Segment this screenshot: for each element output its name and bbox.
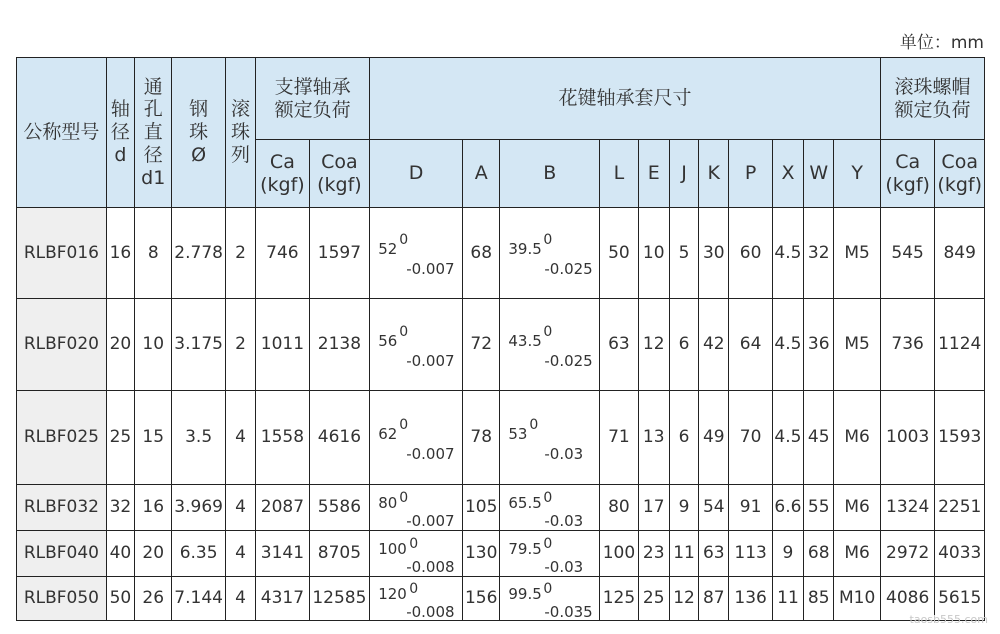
cell-nut_coa: 1124 bbox=[935, 299, 985, 391]
cell-d1: 26 bbox=[135, 577, 172, 621]
cell-coa: 5586 bbox=[309, 485, 370, 531]
cell-D-upper-tolerance: 0 bbox=[399, 323, 409, 340]
cell-B bbox=[500, 531, 600, 577]
cell-D-lower-tolerance: -0.008 bbox=[406, 557, 455, 576]
cell-X: 11 bbox=[772, 577, 803, 621]
table-row bbox=[17, 208, 985, 299]
cell-B-value: 99.5 bbox=[508, 584, 542, 603]
cell-L: 125 bbox=[600, 577, 638, 621]
header-nut-ca: Ca (kgf) bbox=[880, 140, 934, 208]
cell-nut_coa: 2251 bbox=[935, 485, 985, 531]
cell-B bbox=[500, 299, 600, 391]
cell-D-upper-tolerance: 0 bbox=[409, 535, 419, 552]
header-steel-ball: 钢 珠 Ø bbox=[172, 58, 225, 208]
cell-ca: 1011 bbox=[256, 299, 309, 391]
cell-X: 4.5 bbox=[772, 391, 803, 485]
cell-d1: 16 bbox=[135, 485, 172, 531]
header-B: B bbox=[500, 140, 600, 208]
cell-coa: 2138 bbox=[309, 299, 370, 391]
cell-nut_ca: 4086 bbox=[880, 577, 934, 621]
cell-W: 68 bbox=[804, 531, 834, 577]
cell-D-lower-tolerance: -0.007 bbox=[406, 351, 455, 370]
header-support-ca: Ca (kgf) bbox=[256, 140, 309, 208]
cell-B-value: 53 bbox=[508, 424, 528, 443]
cell-B bbox=[500, 391, 600, 485]
table-row bbox=[17, 531, 985, 577]
cell-A: 78 bbox=[463, 391, 500, 485]
cell-B bbox=[500, 485, 600, 531]
cell-d: 32 bbox=[106, 485, 134, 531]
cell-ball: 3.5 bbox=[172, 391, 225, 485]
cell-A: 156 bbox=[463, 577, 500, 621]
cell-X: 9 bbox=[772, 531, 803, 577]
cell-nut_ca: 1003 bbox=[880, 391, 934, 485]
cell-L: 80 bbox=[600, 485, 638, 531]
cell-P: 136 bbox=[729, 577, 772, 621]
cell-P: 113 bbox=[729, 531, 772, 577]
cell-D-value: 56 bbox=[378, 331, 398, 350]
cell-B-value: 43.5 bbox=[508, 331, 542, 350]
cell-ball: 3.969 bbox=[172, 485, 225, 531]
cell-d1: 8 bbox=[135, 208, 172, 299]
cell-B-lower-tolerance: -0.025 bbox=[544, 351, 593, 370]
cell-L: 50 bbox=[600, 208, 638, 299]
cell-d1: 15 bbox=[135, 391, 172, 485]
cell-J: 9 bbox=[669, 485, 698, 531]
header-support-coa: Coa (kgf) bbox=[309, 140, 370, 208]
cell-D-value: 52 bbox=[378, 240, 398, 258]
cell-K: 87 bbox=[699, 577, 729, 621]
table-row bbox=[17, 299, 985, 391]
cell-model: RLBF025 bbox=[17, 391, 107, 485]
table-row bbox=[17, 485, 985, 531]
unit-label: 单位：mm bbox=[899, 33, 984, 53]
cell-A: 105 bbox=[463, 485, 500, 531]
cell-model: RLBF016 bbox=[17, 208, 107, 299]
cell-W: 55 bbox=[804, 485, 834, 531]
cell-coa: 12585 bbox=[309, 577, 370, 621]
header-L: L bbox=[600, 140, 638, 208]
cell-d1: 20 bbox=[135, 531, 172, 577]
cell-B-lower-tolerance: -0.03 bbox=[544, 444, 584, 463]
cell-D-value: 62 bbox=[378, 424, 398, 443]
header-E: E bbox=[638, 140, 669, 208]
cell-nut_ca: 545 bbox=[880, 208, 934, 299]
header-support-bearing-load: 支撑轴承 额定负荷 bbox=[256, 58, 370, 140]
cell-D bbox=[370, 208, 463, 299]
cell-ca: 2087 bbox=[256, 485, 309, 531]
cell-B-value: 65.5 bbox=[508, 493, 542, 512]
cell-coa: 8705 bbox=[309, 531, 370, 577]
cell-A: 72 bbox=[463, 299, 500, 391]
cell-D-value: 80 bbox=[378, 493, 398, 512]
cell-B bbox=[500, 577, 600, 621]
cell-E: 23 bbox=[638, 531, 669, 577]
cell-E: 13 bbox=[638, 391, 669, 485]
header-P: P bbox=[729, 140, 772, 208]
cell-model: RLBF020 bbox=[17, 299, 107, 391]
cell-model: RLBF032 bbox=[17, 485, 107, 531]
cell-P: 60 bbox=[729, 208, 772, 299]
header-Y: Y bbox=[834, 140, 881, 208]
cell-B-value: 39.5 bbox=[508, 240, 542, 258]
cell-A: 68 bbox=[463, 208, 500, 299]
cell-B-lower-tolerance: -0.03 bbox=[544, 511, 584, 530]
cell-n: 2 bbox=[225, 208, 255, 299]
cell-W: 45 bbox=[804, 391, 834, 485]
cell-B-upper-tolerance: 0 bbox=[543, 323, 553, 340]
cell-B-upper-tolerance: 0 bbox=[543, 580, 553, 597]
cell-K: 42 bbox=[699, 299, 729, 391]
cell-D bbox=[370, 577, 463, 621]
cell-d: 25 bbox=[106, 391, 134, 485]
cell-nut_coa: 849 bbox=[935, 208, 985, 299]
cell-ca: 746 bbox=[256, 208, 309, 299]
cell-nut_ca: 736 bbox=[880, 299, 934, 391]
cell-ball: 7.144 bbox=[172, 577, 225, 621]
cell-D-lower-tolerance: -0.007 bbox=[406, 260, 455, 278]
table-row bbox=[17, 577, 985, 621]
cell-X: 4.5 bbox=[772, 208, 803, 299]
cell-P: 70 bbox=[729, 391, 772, 485]
cell-Y: M6 bbox=[834, 485, 881, 531]
cell-B-upper-tolerance: 0 bbox=[543, 489, 553, 506]
cell-D-upper-tolerance: 0 bbox=[399, 232, 409, 248]
cell-ball: 6.35 bbox=[172, 531, 225, 577]
cell-B bbox=[500, 208, 600, 299]
cell-A: 130 bbox=[463, 531, 500, 577]
cell-W: 85 bbox=[804, 577, 834, 621]
cell-E: 17 bbox=[638, 485, 669, 531]
header-model: 公称型号 bbox=[17, 58, 107, 208]
header-shaft-diameter: 轴 径 d bbox=[106, 58, 134, 208]
header-J: J bbox=[669, 140, 698, 208]
cell-L: 100 bbox=[600, 531, 638, 577]
header-sleeve-dimensions: 花键轴承套尺寸 bbox=[370, 58, 881, 140]
cell-B-lower-tolerance: -0.03 bbox=[544, 557, 584, 576]
cell-D bbox=[370, 531, 463, 577]
cell-D bbox=[370, 485, 463, 531]
header-K: K bbox=[699, 140, 729, 208]
cell-ca: 3141 bbox=[256, 531, 309, 577]
cell-model: RLBF050 bbox=[17, 577, 107, 621]
cell-P: 64 bbox=[729, 299, 772, 391]
cell-d1: 10 bbox=[135, 299, 172, 391]
cell-n: 4 bbox=[225, 485, 255, 531]
cell-W: 36 bbox=[804, 299, 834, 391]
cell-d: 40 bbox=[106, 531, 134, 577]
cell-B-lower-tolerance: -0.025 bbox=[544, 260, 593, 278]
cell-coa: 4616 bbox=[309, 391, 370, 485]
cell-D-value: 120 bbox=[378, 584, 407, 603]
cell-D-upper-tolerance: 0 bbox=[399, 489, 409, 506]
cell-D-upper-tolerance: 0 bbox=[409, 580, 419, 597]
cell-D-value: 100 bbox=[378, 539, 407, 558]
cell-K: 49 bbox=[699, 391, 729, 485]
cell-E: 12 bbox=[638, 299, 669, 391]
cell-n: 4 bbox=[225, 577, 255, 621]
cell-D-lower-tolerance: -0.007 bbox=[406, 444, 455, 463]
spec-table bbox=[16, 57, 985, 621]
cell-D bbox=[370, 299, 463, 391]
cell-Y: M5 bbox=[834, 208, 881, 299]
cell-X: 6.6 bbox=[772, 485, 803, 531]
cell-Y: M5 bbox=[834, 299, 881, 391]
cell-n: 4 bbox=[225, 391, 255, 485]
cell-Y: M6 bbox=[834, 531, 881, 577]
cell-nut_coa: 4033 bbox=[935, 531, 985, 577]
table-row bbox=[17, 391, 985, 485]
cell-nut_coa: 1593 bbox=[935, 391, 985, 485]
cell-K: 63 bbox=[699, 531, 729, 577]
header-nut-coa: Coa (kgf) bbox=[935, 140, 985, 208]
cell-ca: 1558 bbox=[256, 391, 309, 485]
cell-X: 4.5 bbox=[772, 299, 803, 391]
cell-K: 30 bbox=[699, 208, 729, 299]
cell-J: 12 bbox=[669, 577, 698, 621]
cell-ball: 2.778 bbox=[172, 208, 225, 299]
header-A: A bbox=[463, 140, 500, 208]
cell-B-upper-tolerance: 0 bbox=[543, 535, 553, 552]
cell-E: 10 bbox=[638, 208, 669, 299]
cell-nut_coa: 5615 bbox=[935, 577, 985, 621]
cell-nut_ca: 1324 bbox=[880, 485, 934, 531]
cell-J: 6 bbox=[669, 391, 698, 485]
cell-ca: 4317 bbox=[256, 577, 309, 621]
header-W: W bbox=[804, 140, 834, 208]
cell-d: 16 bbox=[106, 208, 134, 299]
cell-D bbox=[370, 391, 463, 485]
cell-nut_ca: 2972 bbox=[880, 531, 934, 577]
cell-d: 20 bbox=[106, 299, 134, 391]
header-bore-diameter: 通 孔 直 径 d1 bbox=[135, 58, 172, 208]
cell-n: 4 bbox=[225, 531, 255, 577]
watermark-text: taosb555.com bbox=[909, 613, 988, 626]
cell-J: 5 bbox=[669, 208, 698, 299]
cell-B-upper-tolerance: 0 bbox=[529, 416, 539, 433]
cell-J: 6 bbox=[669, 299, 698, 391]
cell-model: RLBF040 bbox=[17, 531, 107, 577]
cell-L: 63 bbox=[600, 299, 638, 391]
cell-J: 11 bbox=[669, 531, 698, 577]
cell-ball: 3.175 bbox=[172, 299, 225, 391]
header-ball-rows: 滚 珠 列 bbox=[225, 58, 255, 208]
cell-D-lower-tolerance: -0.008 bbox=[406, 602, 455, 621]
cell-D-upper-tolerance: 0 bbox=[399, 416, 409, 433]
table-body bbox=[17, 208, 985, 621]
header-X: X bbox=[772, 140, 803, 208]
cell-E: 25 bbox=[638, 577, 669, 621]
cell-D-lower-tolerance: -0.007 bbox=[406, 511, 455, 530]
cell-B-upper-tolerance: 0 bbox=[543, 232, 553, 248]
cell-Y: M6 bbox=[834, 391, 881, 485]
cell-Y: M10 bbox=[834, 577, 881, 621]
cell-n: 2 bbox=[225, 299, 255, 391]
cell-B-value: 79.5 bbox=[508, 539, 542, 558]
cell-W: 32 bbox=[804, 208, 834, 299]
cell-coa: 1597 bbox=[309, 208, 370, 299]
cell-K: 54 bbox=[699, 485, 729, 531]
cell-P: 91 bbox=[729, 485, 772, 531]
header-D: D bbox=[370, 140, 463, 208]
cell-d: 50 bbox=[106, 577, 134, 621]
cell-L: 71 bbox=[600, 391, 638, 485]
cell-B-lower-tolerance: -0.035 bbox=[544, 602, 593, 621]
header-nut-load: 滚珠螺帽 额定负荷 bbox=[880, 58, 984, 140]
